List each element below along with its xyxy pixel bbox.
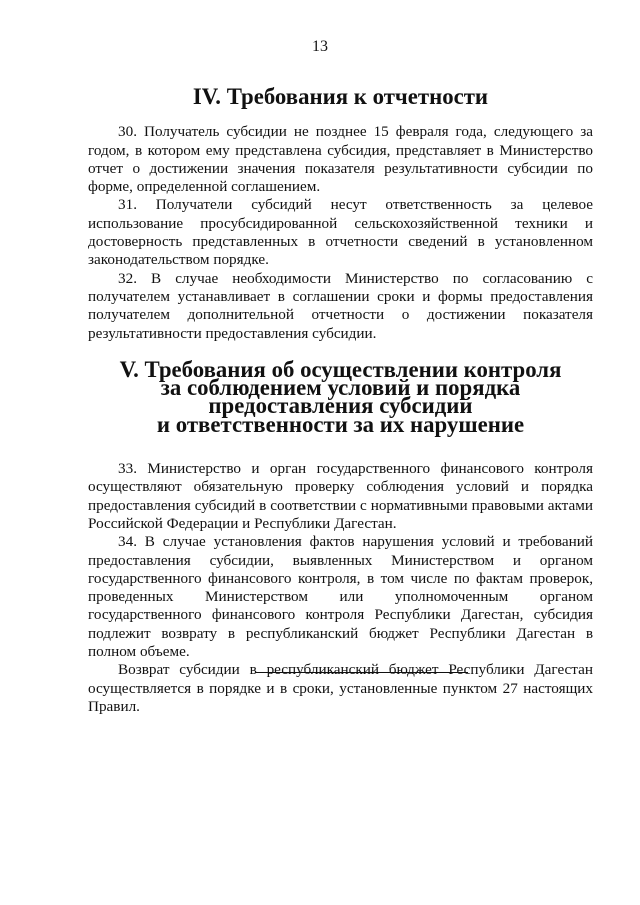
paragraph-33: 33. Министерство и орган государственного финансового контроля осуществляют обязательную проверку соблюдения условий и порядка предоставления субсидий в соответствии с нормативными правовыми актами Российской Федерации и Республики Дагестан. xyxy=(88,460,593,532)
paragraph-34: 34. В случае установления фактов нарушения условий и требований предоставления субсидии, выявленных Министерством и органом государственного финансового контроля, в том числе по фактам проверок, проведенных Министерством или уполномоченным органом государственного финансового контроля Республики Дагестан, субсидия подлежит возврату в республиканский бюджет Республики Дагестан в полном объеме. xyxy=(88,533,593,661)
section-5-heading-line-1: V. Требования об осуществлении контроля xyxy=(119,356,562,382)
section-5-heading xyxy=(88,356,593,437)
paragraph-34-return: Возврат субсидии в республиканский бюджет Республики Дагестан осуществляется в порядке и в сроки, установленные пунктом 27 настоящих Правил. xyxy=(88,661,593,715)
section-4-heading: IV. Требования к отчетности xyxy=(192,84,489,109)
document-body xyxy=(88,84,593,716)
page-number: 13 xyxy=(312,38,328,55)
end-rule-divider xyxy=(256,672,468,673)
section-5-heading-line-3: и ответственности за их нарушение xyxy=(156,411,525,437)
paragraph-30: 30. Получатель субсидии не позднее 15 февраля года, следующего за годом, в котором ему представлена субсидия, представляет в Министерство отчет о достижении значения показателя результативности субсидии по форме, определенной соглашением. xyxy=(88,123,593,196)
paragraph-32: 32. В случае необходимости Министерство по согласованию с получателем устанавливает в соглашении сроки и формы предоставления получателем дополнительной отчетности о достижении показателя результативности предоставления субсидии. xyxy=(88,269,593,342)
section-5-heading-line-2: за соблюдением условий и порядка предоставления субсидий xyxy=(160,375,521,419)
paragraph-31: 31. Получатели субсидий несут ответственность за целевое использование просубсидированной сельскохозяйственной техники и достоверность представленных в отчетности сведений в установленном законодательством порядке. xyxy=(88,196,593,269)
